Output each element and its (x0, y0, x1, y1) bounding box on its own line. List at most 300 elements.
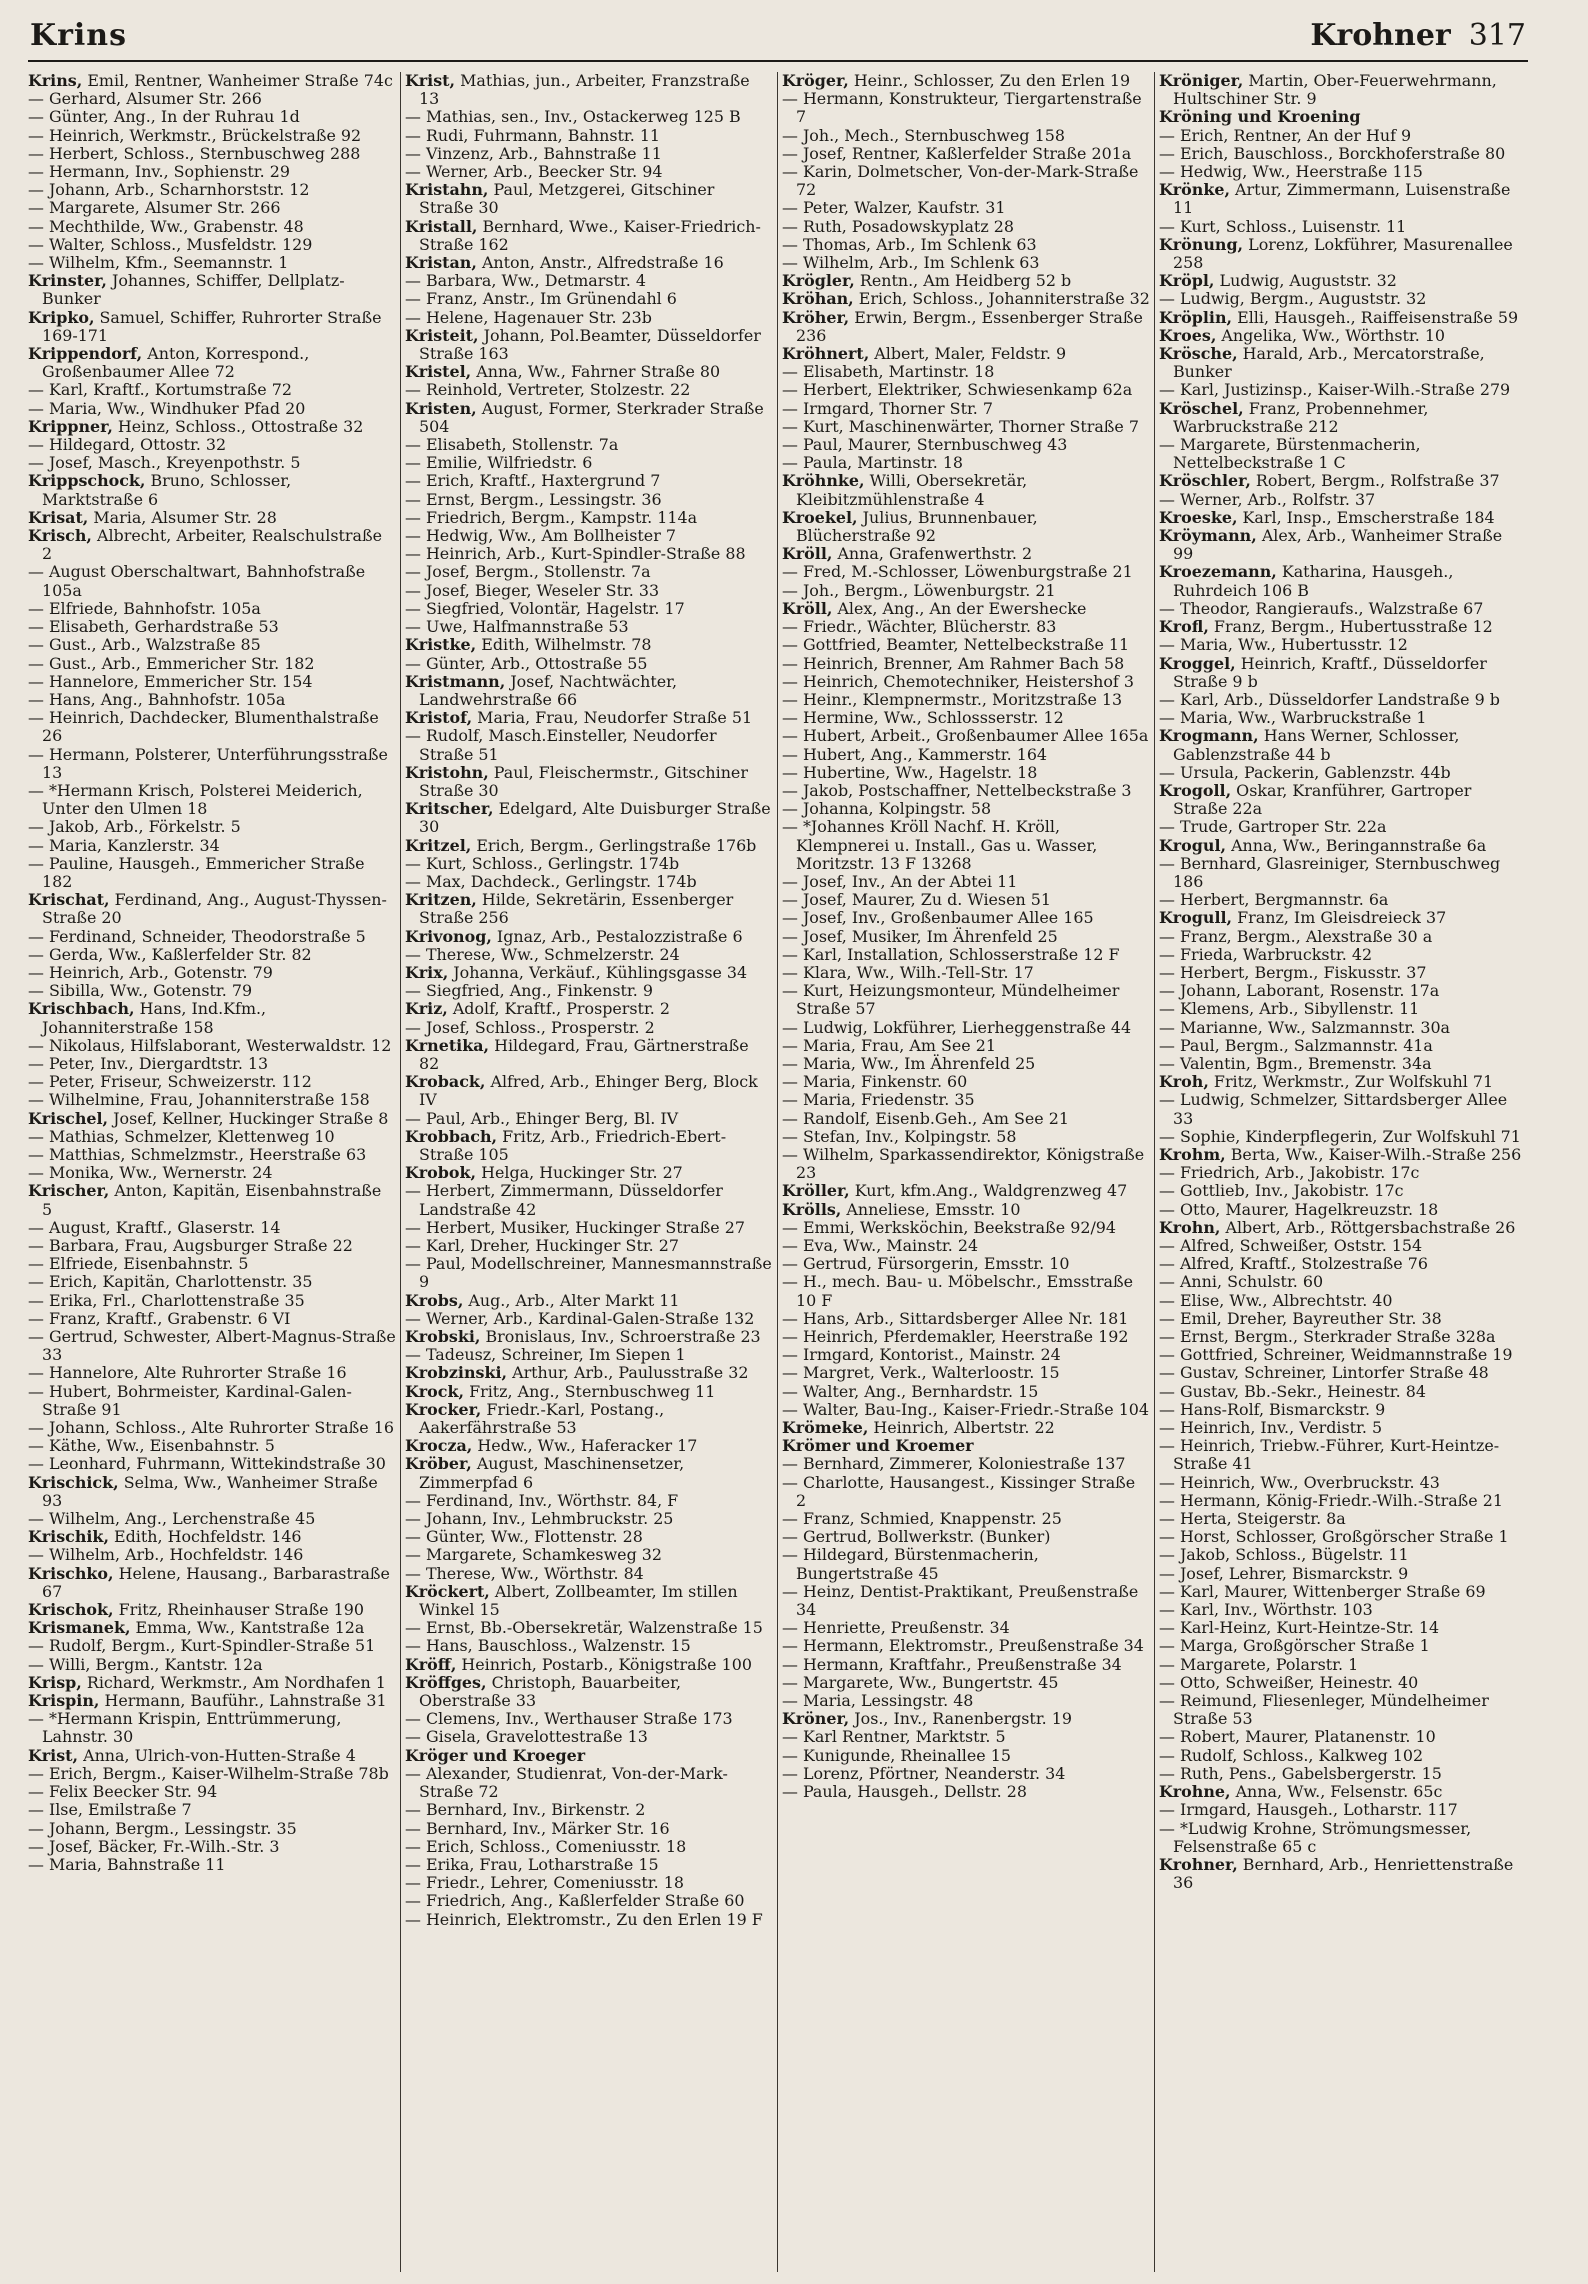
entry-details: Hans Werner, Schlosser, Gablenzstraße 44 b (1173, 726, 1460, 764)
entry-surname: Krohn, (1159, 1217, 1221, 1237)
entry-details: — Erich, Kraftf., Haxtergrund 7 (405, 471, 661, 491)
directory-entry (782, 218, 1150, 236)
directory-entry (782, 709, 1150, 727)
entry-details: — Karl, Arb., Düsseldorfer Landstraße 9 b (1159, 689, 1500, 709)
entry-details: — Gust., Arb., Emmericher Str. 182 (28, 653, 315, 673)
entry-details: — Heinrich, Arb., Kurt-Spindler-Straße 88 (405, 544, 746, 564)
directory-entry (1159, 1692, 1527, 1728)
entry-details: Hermann, Bauführ., Lahnstraße 31 (99, 1691, 387, 1711)
directory-entry (28, 218, 396, 236)
directory-entry (782, 1364, 1150, 1382)
entry-details: — Irmgard, Hausgeh., Lotharstr. 117 (1159, 1800, 1458, 1820)
entry-surname: Krohne, (1159, 1782, 1231, 1802)
entry-surname: Krismanek, (28, 1618, 131, 1638)
entry-surname: Krocza, (405, 1436, 473, 1456)
entry-details: — Ferdinand, Inv., Wörthstr. 84, F (405, 1490, 679, 1510)
entry-details: Fritz, Werkmstr., Zur Wolfskuhl 71 (1208, 1072, 1494, 1092)
entry-details: Anna, Ww., Beringannstraße 6a (1226, 835, 1487, 855)
directory-entry (405, 764, 773, 800)
directory-entry (782, 946, 1150, 964)
entry-surname: Kröll, (782, 598, 833, 618)
entry-details: — Heinrich, Chemotechniker, Heistershof 3 (782, 671, 1134, 691)
directory-entry (1159, 272, 1527, 290)
directory-entry (28, 1000, 396, 1036)
directory-entry (782, 1182, 1150, 1200)
entry-details: — Bernhard, Inv., Märker Str. 16 (405, 1818, 670, 1838)
entry-details: Aug., Arb., Alter Markt 11 (463, 1290, 680, 1310)
entry-details: Harald, Arb., Mercatorstraße, Bunker (1173, 344, 1485, 382)
entry-details: Elli, Hausgeh., Raiffeisenstraße 59 (1232, 307, 1519, 327)
directory-entry (782, 1692, 1150, 1710)
entry-surname: Kroezemann, (1159, 562, 1277, 582)
entry-details: — Walter, Ang., Bernhardstr. 15 (782, 1381, 1039, 1401)
directory-entry (1159, 1128, 1527, 1146)
entry-details: Selma, Ww., Wanheimer Straße 93 (42, 1472, 378, 1510)
directory-entry (782, 363, 1150, 381)
directory-entry (28, 1565, 396, 1601)
directory-entry (405, 982, 773, 1000)
directory-entry (405, 1528, 773, 1546)
directory-entry (782, 1219, 1150, 1237)
entry-details: Alfred, Arb., Ehinger Berg, Block IV (419, 1072, 758, 1110)
directory-entry (782, 964, 1150, 982)
directory-entry (782, 1455, 1150, 1473)
entry-details: — Lorenz, Pförtner, Neanderstr. 34 (782, 1763, 1066, 1783)
header-end-word: Krohner (1310, 18, 1451, 53)
entry-details: Alex, Ang., An der Ewershecke (832, 598, 1087, 618)
entry-details: — Barbara, Ww., Detmarstr. 4 (405, 271, 646, 291)
directory-entry (405, 1728, 773, 1746)
directory-entry (405, 1219, 773, 1237)
entry-surname: Krogull, (1159, 908, 1233, 928)
entry-details: Albert, Arb., Röttgersbachstraße 26 (1220, 1217, 1516, 1237)
directory-entry (405, 1801, 773, 1819)
entry-surname: Krippschock, (28, 471, 146, 491)
entry-details: — Willi, Bergm., Kantstr. 12a (28, 1654, 263, 1674)
directory-entry (782, 600, 1150, 618)
entry-details: Mathias, jun., Arbeiter, Franzstraße 13 (419, 72, 750, 109)
directory-entry (405, 400, 773, 436)
directory-entry (1159, 1783, 1527, 1801)
entry-details: Heinrich, Kraftf., Düsseldorfer Straße 9 b (1173, 653, 1487, 691)
directory-entry (1159, 982, 1527, 1000)
entry-details: — Bernhard, Glasreiniger, Sternbuschweg 186 (1159, 853, 1501, 891)
entry-details: — Herbert, Musiker, Huckinger Straße 27 (405, 1217, 745, 1237)
entry-surname: Kristen, (405, 398, 477, 418)
entry-details: — Kurt, Schloss., Gerlingstr. 174b (405, 853, 680, 873)
directory-entry (405, 218, 773, 254)
entry-details: Erich, Bergm., Gerlingstraße 176b (471, 835, 757, 855)
directory-entry (782, 1710, 1150, 1728)
directory-entry (28, 946, 396, 964)
entry-surname: Krönung, (1159, 234, 1244, 254)
entry-details: Anna, Ww., Fahrner Straße 80 (471, 362, 721, 382)
directory-entry (1159, 1219, 1527, 1237)
directory-entry (782, 418, 1150, 436)
directory-entry (782, 636, 1150, 654)
entry-details: — Hans, Ang., Bahnhofstr. 105a (28, 689, 286, 709)
directory-entry (782, 928, 1150, 946)
directory-entry (405, 108, 773, 126)
directory-entry (28, 72, 396, 90)
directory-entry (28, 636, 396, 654)
directory-entry (1159, 1747, 1527, 1765)
entry-surname: Krögler, (782, 271, 855, 291)
directory-entry (28, 1310, 396, 1328)
entry-details: — Klemens, Arb., Sibyllenstr. 11 (1159, 999, 1420, 1019)
entry-details: — *Johannes Kröll Nachf. H. Kröll, Klempnerei u. Install., Gas u. Wasser, Moritzstr. 13 F 13268 (782, 817, 1098, 873)
entry-details: — Ernst, Bergm., Sterkrader Straße 328a (1159, 1327, 1496, 1347)
directory-entry (1159, 563, 1527, 599)
directory-entry (1159, 727, 1527, 763)
entry-details: — Josef, Rentner, Kaßlerfelder Straße 201a (782, 143, 1132, 163)
entry-details: — Otto, Schweißer, Heinestr. 40 (1159, 1672, 1419, 1692)
entry-details: — Siegfried, Volontär, Hagelstr. 17 (405, 598, 685, 618)
directory-entry (782, 691, 1150, 709)
entry-surname: Kristmann, (405, 671, 506, 691)
entry-details: — Maria, Frau, Am See 21 (782, 1035, 996, 1055)
entry-details: Anton, Anstr., Alfredstraße 16 (476, 253, 724, 273)
entry-details: — Margret, Verk., Walterloostr. 15 (782, 1363, 1060, 1383)
entry-details: — Rudolf, Bergm., Kurt-Spindler-Straße 51 (28, 1636, 376, 1656)
directory-entry (28, 1692, 396, 1710)
entry-details: Bernhard, Arb., Henriettenstraße 36 (1173, 1854, 1514, 1893)
directory-entry (28, 509, 396, 527)
entry-details: Fritz, Rheinhauser Straße 190 (113, 1600, 364, 1620)
entry-surname: Krischel, (28, 1108, 109, 1128)
directory-entry (28, 436, 396, 454)
directory-entry (1159, 1419, 1527, 1437)
directory-entry (28, 400, 396, 418)
directory-entry (28, 145, 396, 163)
directory-entry (405, 1255, 773, 1291)
directory-entry (405, 873, 773, 891)
entry-surname: Kröniger, (1159, 72, 1244, 90)
directory-entry (405, 1364, 773, 1382)
entry-surname: Krischer, (28, 1181, 110, 1201)
entry-details: — Sophie, Kinderpflegerin, Zur Wolfskuhl 71 (1159, 1126, 1521, 1146)
entry-details: — Kunigunde, Rheinallee 15 (782, 1745, 1011, 1765)
header-rule (28, 60, 1528, 62)
entry-details: — Johann, Bergm., Lessingstr. 35 (28, 1818, 297, 1838)
directory-entry (1159, 709, 1527, 727)
entry-details: — Uwe, Halfmannstraße 53 (405, 617, 629, 637)
entry-surname: Krischbach, (28, 999, 135, 1019)
directory-entry (405, 928, 773, 946)
entry-surname: Krobs, (405, 1290, 464, 1310)
entry-surname: Kripko, (28, 307, 95, 327)
entry-details: — Erich, Bergm., Kaiser-Wilhelm-Straße 78b (28, 1763, 389, 1783)
entry-details: — Friedrich, Arb., Jakobistr. 17c (1159, 1163, 1420, 1183)
entry-details: — Reinhold, Vertreter, Stolzestr. 22 (405, 380, 691, 400)
entry-details: — Gottlieb, Inv., Jakobistr. 17c (1159, 1181, 1404, 1201)
entry-details: — Friedrich, Ang., Kaßlerfelder Straße 60 (405, 1891, 745, 1911)
entry-details: — Heinrich, Dachdecker, Blumenthalstraße 26 (28, 708, 379, 746)
directory-entry (782, 90, 1150, 126)
entry-details: August, Former, Sterkrader Straße 504 (419, 398, 764, 436)
directory-entry (28, 982, 396, 1000)
entry-details: Paul, Fleischermstr., Gitschiner Straße 30 (419, 762, 748, 800)
entry-surname: Kritzel, (405, 835, 472, 855)
directory-entry (405, 1182, 773, 1218)
entry-details: — Margarete, Bürstenmacherin, Nettelbeckstraße 1 C (1159, 435, 1421, 473)
entry-details: Ludwig, Auguststr. 32 (1214, 271, 1397, 291)
directory-entry (405, 1565, 773, 1583)
entry-details: — Heinrich, Werkmstr., Brückelstraße 92 (28, 125, 362, 145)
entry-surname: Kröpl, (1159, 271, 1215, 291)
directory-entry (782, 800, 1150, 818)
directory-entry (405, 1292, 773, 1310)
directory-entry (405, 327, 773, 363)
directory-entry (1159, 964, 1527, 982)
entry-details: — Pauline, Hausgeh., Emmericher Straße 182 (28, 853, 365, 891)
directory-entry (405, 1765, 773, 1801)
entry-details: — Josef, Bäcker, Fr.-Wilh.-Str. 3 (28, 1836, 280, 1856)
entry-details: — Franz, Kraftf., Grabenstr. 6 VI (28, 1308, 291, 1328)
entry-surname: Kristke, (405, 635, 477, 655)
directory-entry (782, 1110, 1150, 1128)
entry-surname: Krippendorf, (28, 344, 143, 364)
directory-entry (1159, 1055, 1527, 1073)
entry-surname: Kröffges, (405, 1672, 487, 1692)
entry-details: — Marga, Großgörscher Straße 1 (1159, 1636, 1430, 1656)
directory-entry (782, 127, 1150, 145)
entry-details: — Friedrich, Bergm., Kampstr. 114a (405, 507, 698, 527)
entry-details: Anna, Grafenwerthstr. 2 (832, 544, 1033, 564)
directory-entry (28, 1292, 396, 1310)
entry-surname: Kroback, (405, 1072, 486, 1092)
directory-entry (1159, 345, 1527, 381)
entry-details: Arthur, Arb., Paulusstraße 32 (507, 1363, 749, 1383)
directory-entry (28, 90, 396, 108)
directory-entry (1159, 1346, 1527, 1364)
entry-details: Ferdinand, Ang., August-Thyssen-Straße 20 (42, 890, 387, 928)
directory-entry (782, 655, 1150, 673)
entry-surname: Krösche, (1159, 344, 1238, 364)
directory-entry (405, 1911, 773, 1929)
column-3 (782, 72, 1150, 2272)
directory-entry (1159, 1292, 1527, 1310)
directory-entry (1159, 1674, 1527, 1692)
directory-entry (405, 618, 773, 636)
entry-details: — Henriette, Preußenstr. 34 (782, 1618, 1010, 1638)
directory-entry (1159, 1583, 1527, 1601)
directory-entry (405, 1437, 773, 1455)
entry-details: — Heinrich, Arb., Gotenstr. 79 (28, 962, 273, 982)
entry-details: — Wilhelm, Arb., Im Schlenk 63 (782, 253, 1040, 273)
entry-details: — Karl, Justizinsp., Kaiser-Wilh.-Straße 279 (1159, 380, 1511, 400)
entry-details: — Ludwig, Lokführer, Lierheggenstraße 44 (782, 1017, 1132, 1037)
entry-details: Angelika, Ww., Wörthstr. 10 (1216, 325, 1446, 345)
entry-details: — Matthias, Schmelzmstr., Heerstraße 63 (28, 1144, 367, 1164)
entry-details: — Hermine, Ww., Schlossserstr. 12 (782, 708, 1064, 728)
directory-entry (28, 254, 396, 272)
entry-details: — Gerda, Ww., Kaßlerfelder Str. 82 (28, 944, 312, 964)
entry-details: — Joh., Mech., Sternbuschweg 158 (782, 125, 1065, 145)
entry-details: — Bernhard, Zimmerer, Koloniestraße 137 (782, 1454, 1126, 1474)
entry-surname: Krischik, (28, 1527, 109, 1547)
entry-surname: Kristan, (405, 253, 477, 273)
directory-entry (782, 1728, 1150, 1746)
entry-details: — Klara, Ww., Wilh.-Tell-Str. 17 (782, 962, 1034, 982)
directory-entry (405, 1455, 773, 1491)
directory-entry (782, 436, 1150, 454)
entry-surname: Krobski, (405, 1327, 481, 1347)
entry-details: — Heinz, Dentist-Praktikant, Preußenstraße 34 (782, 1581, 1139, 1620)
entry-details: — Ursula, Packerin, Gablenzstr. 44b (1159, 762, 1451, 782)
directory-entry (782, 563, 1150, 581)
entry-surname: Kröschel, (1159, 398, 1244, 418)
entry-details: — Gust., Arb., Walzstraße 85 (28, 635, 261, 655)
directory-entry (1159, 1510, 1527, 1528)
directory-entry (782, 1019, 1150, 1037)
entry-details: — Maria, Ww., Warbruckstraße 1 (1159, 708, 1427, 728)
entry-details: — Alfred, Kraftf., Stolzestraße 76 (1159, 1254, 1428, 1274)
entry-details: — *Hermann Krispin, Enttrümmerung, Lahnstr. 30 (28, 1709, 342, 1747)
directory-entry (28, 1856, 396, 1874)
entry-details: — Gottfried, Beamter, Nettelbeckstraße 11 (782, 635, 1130, 655)
directory-entry (782, 1091, 1150, 1109)
directory-entry (28, 1765, 396, 1783)
entry-details: — Hubert, Bohrmeister, Kardinal-Galen-Straße 91 (28, 1381, 352, 1419)
directory-entry (405, 1656, 773, 1674)
entry-surname: Kröhan, (782, 289, 854, 309)
entry-surname: Krönke, (1159, 180, 1230, 200)
directory-entry (405, 545, 773, 563)
directory-entry (782, 381, 1150, 399)
entry-details: — Wilhelmine, Frau, Johanniterstraße 158 (28, 1090, 370, 1110)
entry-details: — Karl, Kraftf., Kortumstraße 72 (28, 380, 292, 400)
entry-details: — Hans, Bauschloss., Walzenstr. 15 (405, 1636, 691, 1656)
entry-details: — H., mech. Bau- u. Möbelschr., Emsstraße 10 F (782, 1272, 1134, 1310)
directory-entry (28, 1601, 396, 1619)
entry-details: — Paul, Modellschreiner, Mannesmannstraße 9 (405, 1254, 772, 1292)
entry-surname: Krobzinski, (405, 1363, 508, 1383)
entry-details: — Karl, Installation, Schlosserstraße 12 F (782, 944, 1120, 964)
entry-details: — Maria, Finkenstr. 60 (782, 1072, 968, 1092)
entry-details: — Gertrud, Schwester, Albert-Magnus-Straße 33 (28, 1327, 396, 1365)
entry-details: — Ruth, Pens., Gabelsbergerstr. 15 (1159, 1763, 1442, 1783)
entry-surname: Kristel, (405, 362, 472, 382)
directory-entry (1159, 1000, 1527, 1018)
directory-entry (28, 1510, 396, 1528)
entry-details: Heinrich, Postarb., Königstraße 100 (456, 1654, 752, 1674)
directory-entry (405, 727, 773, 763)
entry-details: — Herbert, Zimmermann, Düsseldorfer Landstraße 42 (405, 1181, 723, 1219)
directory-entry (782, 1273, 1150, 1309)
entry-details: Jos., Inv., Ranenbergstr. 19 (849, 1709, 1072, 1729)
directory-entry (28, 1437, 396, 1455)
entry-details: — Johann, Laborant, Rosenstr. 17a (1159, 981, 1440, 1001)
entry-details: — Hans, Arb., Sittardsberger Allee Nr. 181 (782, 1308, 1129, 1328)
entry-details: Bronislaus, Inv., Schroerstraße 23 (480, 1327, 761, 1347)
directory-entry (405, 1619, 773, 1637)
entry-details: — Hermann, Konstrukteur, Tiergartenstraße 7 (782, 89, 1142, 127)
entry-details: — Josef, Inv., An der Abtei 11 (782, 871, 1018, 891)
directory-entry (782, 454, 1150, 472)
directory-entry (405, 1492, 773, 1510)
directory-entry (1159, 1328, 1527, 1346)
entry-details: Heinr., Schlosser, Zu den Erlen 19 (848, 72, 1131, 90)
entry-details: — Heinrich, Ww., Overbruckstr. 43 (1159, 1472, 1440, 1492)
entry-surname: Krocker, (405, 1399, 482, 1419)
entry-details: — Erich, Schloss., Comeniusstr. 18 (405, 1836, 687, 1856)
entry-details: — Margarete, Schamkesweg 32 (405, 1545, 663, 1565)
entry-details: — August Oberschaltwart, Bahnhofstraße 105a (28, 562, 366, 600)
entry-details: — Hermann, Inv., Sophienstr. 29 (28, 162, 290, 182)
entry-details: Samuel, Schiffer, Ruhrorter Straße 169-171 (42, 307, 382, 345)
directory-entry (1159, 163, 1527, 181)
entry-details: Johannes, Schiffer, Dellplatz-Bunker (42, 271, 345, 309)
directory-entry (1159, 181, 1527, 217)
directory-entry (1159, 290, 1527, 308)
entry-details: Kurt, kfm.Ang., Waldgrenzweg 47 (849, 1181, 1128, 1201)
entry-surname: Krofl, (1159, 617, 1209, 637)
directory-entry (1159, 636, 1527, 654)
directory-entry (782, 472, 1150, 508)
entry-details: — Emmi, Werksköchin, Beekstraße 92/94 (782, 1217, 1117, 1237)
directory-entry (1159, 1528, 1527, 1546)
entry-details: — Erich, Kapitän, Charlottenstr. 35 (28, 1272, 313, 1292)
entry-details: — Josef, Bieger, Weseler Str. 33 (405, 580, 660, 600)
directory-entry (28, 236, 396, 254)
entry-details: Rentn., Am Heidberg 52 b (854, 271, 1072, 291)
entry-details: August, Maschinensetzer, Zimmerpfad 6 (419, 1454, 685, 1492)
directory-entry (1159, 218, 1527, 236)
entry-details: — Jakob, Arb., Förkelstr. 5 (28, 817, 241, 837)
entry-details: Paul, Metzgerei, Gitschiner Straße 30 (419, 180, 715, 218)
directory-entry (28, 1164, 396, 1182)
entry-surname: Kröschler, (1159, 471, 1251, 491)
entry-details: — Mathias, sen., Inv., Ostackerweg 125 B (405, 107, 741, 127)
column-divider (777, 72, 778, 2272)
entry-details: Friedr.-Karl, Postang., Aakerfährstraße 53 (419, 1399, 665, 1438)
entry-details: — Reimund, Fliesenleger, Mündelheimer Straße 53 (1159, 1691, 1489, 1729)
entry-details: — Mathias, Schmelzer, Klettenweg 10 (28, 1126, 335, 1146)
entry-details: — Ruth, Posadowskyplatz 28 (782, 216, 1014, 236)
directory-entry (1159, 1728, 1527, 1746)
entry-details: — Alexander, Studienrat, Von-der-Mark-Straße 72 (405, 1763, 728, 1802)
entry-surname: Kroekel, (782, 507, 858, 527)
directory-entry (1159, 1383, 1527, 1401)
entry-details: — Günter, Arb., Ottostraße 55 (405, 653, 648, 673)
entry-details: — Erich, Bauschloss., Borckhoferstraße 80 (1159, 143, 1506, 163)
entry-details: Robert, Bergm., Rolfstraße 37 (1250, 471, 1500, 491)
entry-details: Edith, Hochfeldstr. 146 (108, 1527, 302, 1547)
directory-entry (28, 1528, 396, 1546)
directory-entry (405, 1383, 773, 1401)
entry-details: — Tadeusz, Schreiner, Im Siepen 1 (405, 1345, 686, 1365)
directory-entry (1159, 1437, 1527, 1473)
entry-surname: Kristahn, (405, 180, 489, 200)
directory-entry (28, 818, 396, 836)
entry-details: — Maria, Ww., Hubertusstr. 12 (1159, 635, 1408, 655)
entry-details: — Margarete, Alsumer Str. 266 (28, 198, 281, 218)
entry-details: — Erich, Rentner, An der Huf 9 (1159, 125, 1412, 145)
directory-entry (782, 1383, 1150, 1401)
directory-entry (782, 1546, 1150, 1582)
directory-entry (1159, 891, 1527, 909)
entry-details: — Ilse, Emilstraße 7 (28, 1800, 192, 1820)
directory-entry (782, 1237, 1150, 1255)
entry-surname: Krivonog, (405, 926, 492, 946)
directory-entry (28, 855, 396, 891)
directory-entry (1159, 1474, 1527, 1492)
entry-details: Lorenz, Lokführer, Masurenallee 258 (1173, 234, 1513, 273)
entry-details: — Trude, Gartroper Str. 22a (1159, 817, 1387, 837)
directory-entry (405, 964, 773, 982)
directory-entry (782, 1346, 1150, 1364)
